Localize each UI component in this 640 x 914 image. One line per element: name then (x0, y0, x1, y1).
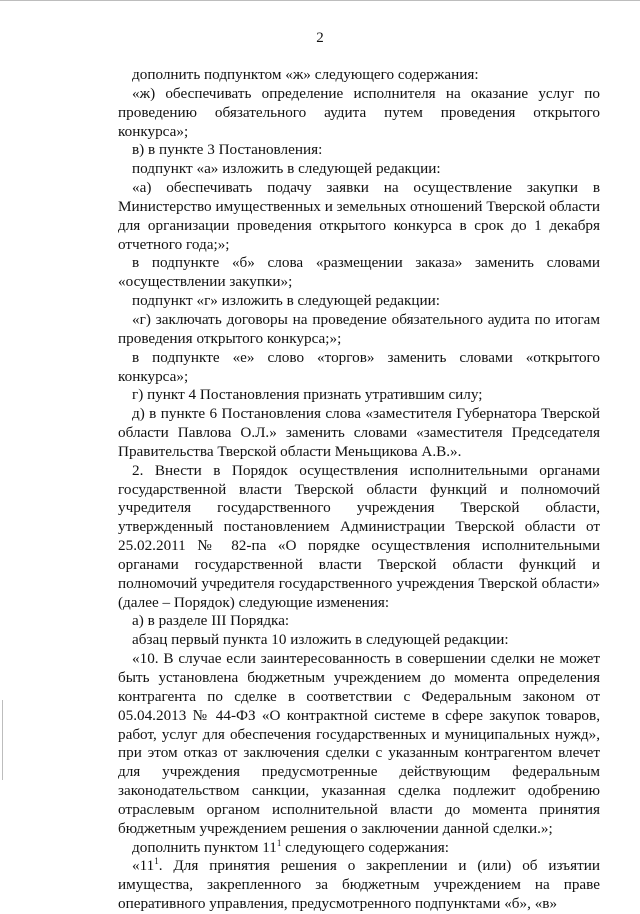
paragraph-text-continued: следующего содержания: (281, 838, 449, 856)
paragraph (118, 839, 600, 858)
paragraph-text: «11 (132, 857, 155, 875)
paragraph: д) в пункте 6 Постановления слова «заместителя Губернатора Тверской области Павлова О.Л.» заменить словами «заместителя Председателя Правительства Тверской области Меньщикова А.В.». (118, 405, 600, 460)
paragraph: «ж) обеспечивать определение исполнителя на оказание услуг по проведению обязательного аудита путем проведения открытого конкурса»; (118, 84, 600, 140)
paragraph: подпункт «а» изложить в следующей редакции: (132, 160, 441, 178)
paragraph: г) пункт 4 Постановления признать утратившим силу; (132, 386, 483, 404)
paragraph: подпункт «г» изложить в следующей редакции: (132, 292, 441, 310)
paragraph: в) в пункте 3 Постановления: (132, 141, 323, 159)
paragraph-text: дополнить пунктом 11 (132, 838, 277, 856)
scan-artifact-edge (2, 700, 3, 780)
paragraph-text-continued: . Для принятия решения о закреплении и (или) об изъятии имущества, закрепленного за бюджетным учреждением на праве оперативного управления, предусмотренного подпунктами «б», «в» (118, 857, 600, 913)
superscript: 1 (276, 837, 282, 848)
paragraph: дополнить подпунктом «ж» следующего содержания: (132, 66, 479, 83)
page-number: 2 (316, 30, 324, 46)
superscript: 1 (154, 856, 159, 867)
paragraph: в подпункте «б» слова «размещении заказа» заменить словами «осуществлении закупки»; (118, 254, 600, 291)
paragraph: в подпункте «е» слово «торгов» заменить словами «открытого конкурса»; (118, 348, 600, 385)
paragraph: абзац первый пункта 10 изложить в следующей редакции: (132, 631, 509, 649)
paragraph: а) в разделе III Порядка: (132, 612, 290, 630)
paragraph (118, 857, 600, 914)
paragraph: «г) заключать договоры на проведение обязательного аудита по итогам проведения открытого конкурса;»; (118, 310, 600, 347)
paragraph: «10. В случае если заинтересованность в совершении сделки не может быть установлена бюджетным учреждением до момента определения контрагента по сделке в соответствии с Федеральным законом от 05.04.2013 № 44-ФЗ «О контрактной системе в сфере закупок товаров, работ, услуг для обеспечения государственных и муниципальных нужд», при этом отказ от заключения сделки с указанным контрагентом влечет для учреждения предусмотренные действующим федеральным законодательством санкции, указанная сделка подлежит одобрению отраслевым органом исполнительной власти до момента принятия бюджетным учреждением решения о заключении данной сделки.»; (118, 650, 600, 837)
document-body (118, 66, 600, 914)
paragraph: 2. Внести в Порядок осуществления исполнительными органами государственной власти Тверской области функций и полномочий учредителя государственного учреждения Тверской области, утвержденный постановлением Администрации Тверской области от 25.02.2011 № 82-па «О порядке осуществления исполнительными органами государственной власти Тверской области функций и полномочий учредителя государственного учреждения Тверской области» (далее – Порядок) следующие изменения: (118, 461, 600, 611)
scan-artifact-top (0, 0, 640, 1)
paragraph: «а) обеспечивать подачу заявки на осуществление закупки в Министерство имущественных и земельных отношений Тверской области для организации проведения открытого конкурса в срок до 1 декабря отчетного года;»; (118, 179, 600, 253)
